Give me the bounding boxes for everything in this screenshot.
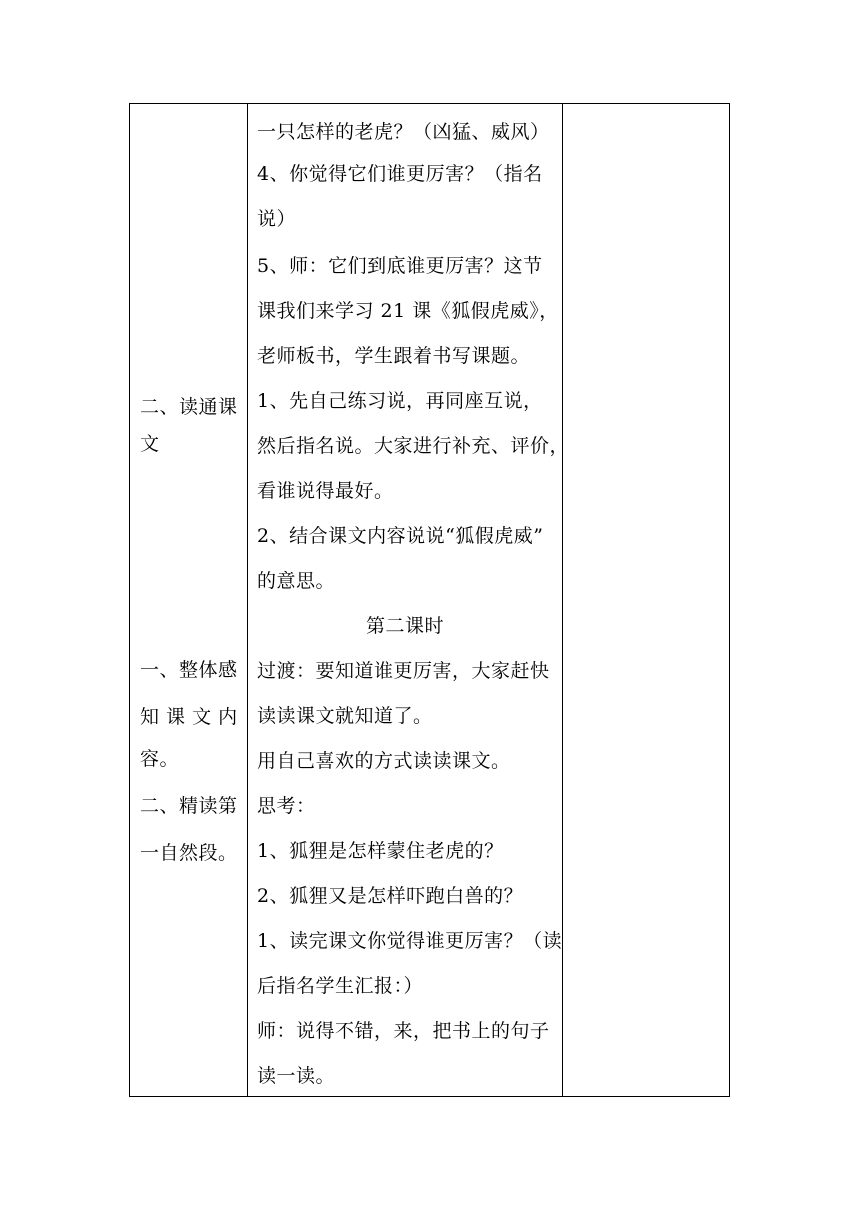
section-label-line: 一、整体感 [140,659,238,681]
activity-text-line: 4、你觉得它们谁更厉害？（指名 [257,163,543,185]
lesson-plan-table [129,103,730,1097]
section-label-line: 知 课 文 内 [140,706,238,728]
activity-text-line: 的意思。 [257,570,336,592]
table-row [130,104,730,1097]
section-label-line: 二、精读第 [140,795,238,817]
activity-text-line: 然后指名说。大家进行补充、评价， [257,435,570,457]
activity-text-line: 老师板书，学生跟着书写课题。 [257,345,531,367]
activity-column-content [248,104,570,1096]
section-label-line: 一自然段。 [140,842,238,864]
activity-text-line: 一只怎样的老虎？（凶猛、威风） [257,121,550,143]
activity-text-line: 课我们来学习 21 课《狐假虎威》， [257,300,559,322]
activity-text-line: 说） [257,208,297,230]
notes-column [563,104,730,1097]
activity-text-line: 5、师：它们到底谁更厉害？这节 [257,255,543,277]
activity-text-line: 1、读完课文你觉得谁更厉害？（读 [257,930,563,952]
section-label-line: 容。 [140,748,180,770]
section-label-line: 二、读通课 [140,396,238,418]
activity-text-line: 看谁说得最好。 [257,480,394,502]
section-label-line: 文 [140,433,160,455]
section-column-content [130,104,247,1096]
activity-text-line: 用自己喜欢的方式读读课文。 [257,750,511,772]
activity-text-line: 后指名学生汇报：） [257,975,424,997]
activity-text-line: 读读课文就知道了。 [257,705,433,727]
activity-text-line: 2、狐狸又是怎样吓跑白兽的？ [257,885,524,907]
notes-column-content [563,104,729,1096]
activity-text-line: 读一读。 [257,1065,336,1087]
activity-text-line: 2、结合课文内容说说“狐假虎威” [257,525,544,547]
activity-text-line: 过渡：要知道谁更厉害，大家赶快 [257,660,550,682]
section-column [130,104,248,1097]
activity-text-line: 1、狐狸是怎样蒙住老虎的？ [257,840,504,862]
activity-text-line: 1、先自己练习说，再同座互说， [257,390,543,412]
activity-text-line: 师：说得不错，来，把书上的句子 [257,1020,550,1042]
lesson-period-heading: 第二课时 [365,615,444,637]
activity-column [248,104,570,1097]
activity-text-line: 思考： [257,795,316,817]
